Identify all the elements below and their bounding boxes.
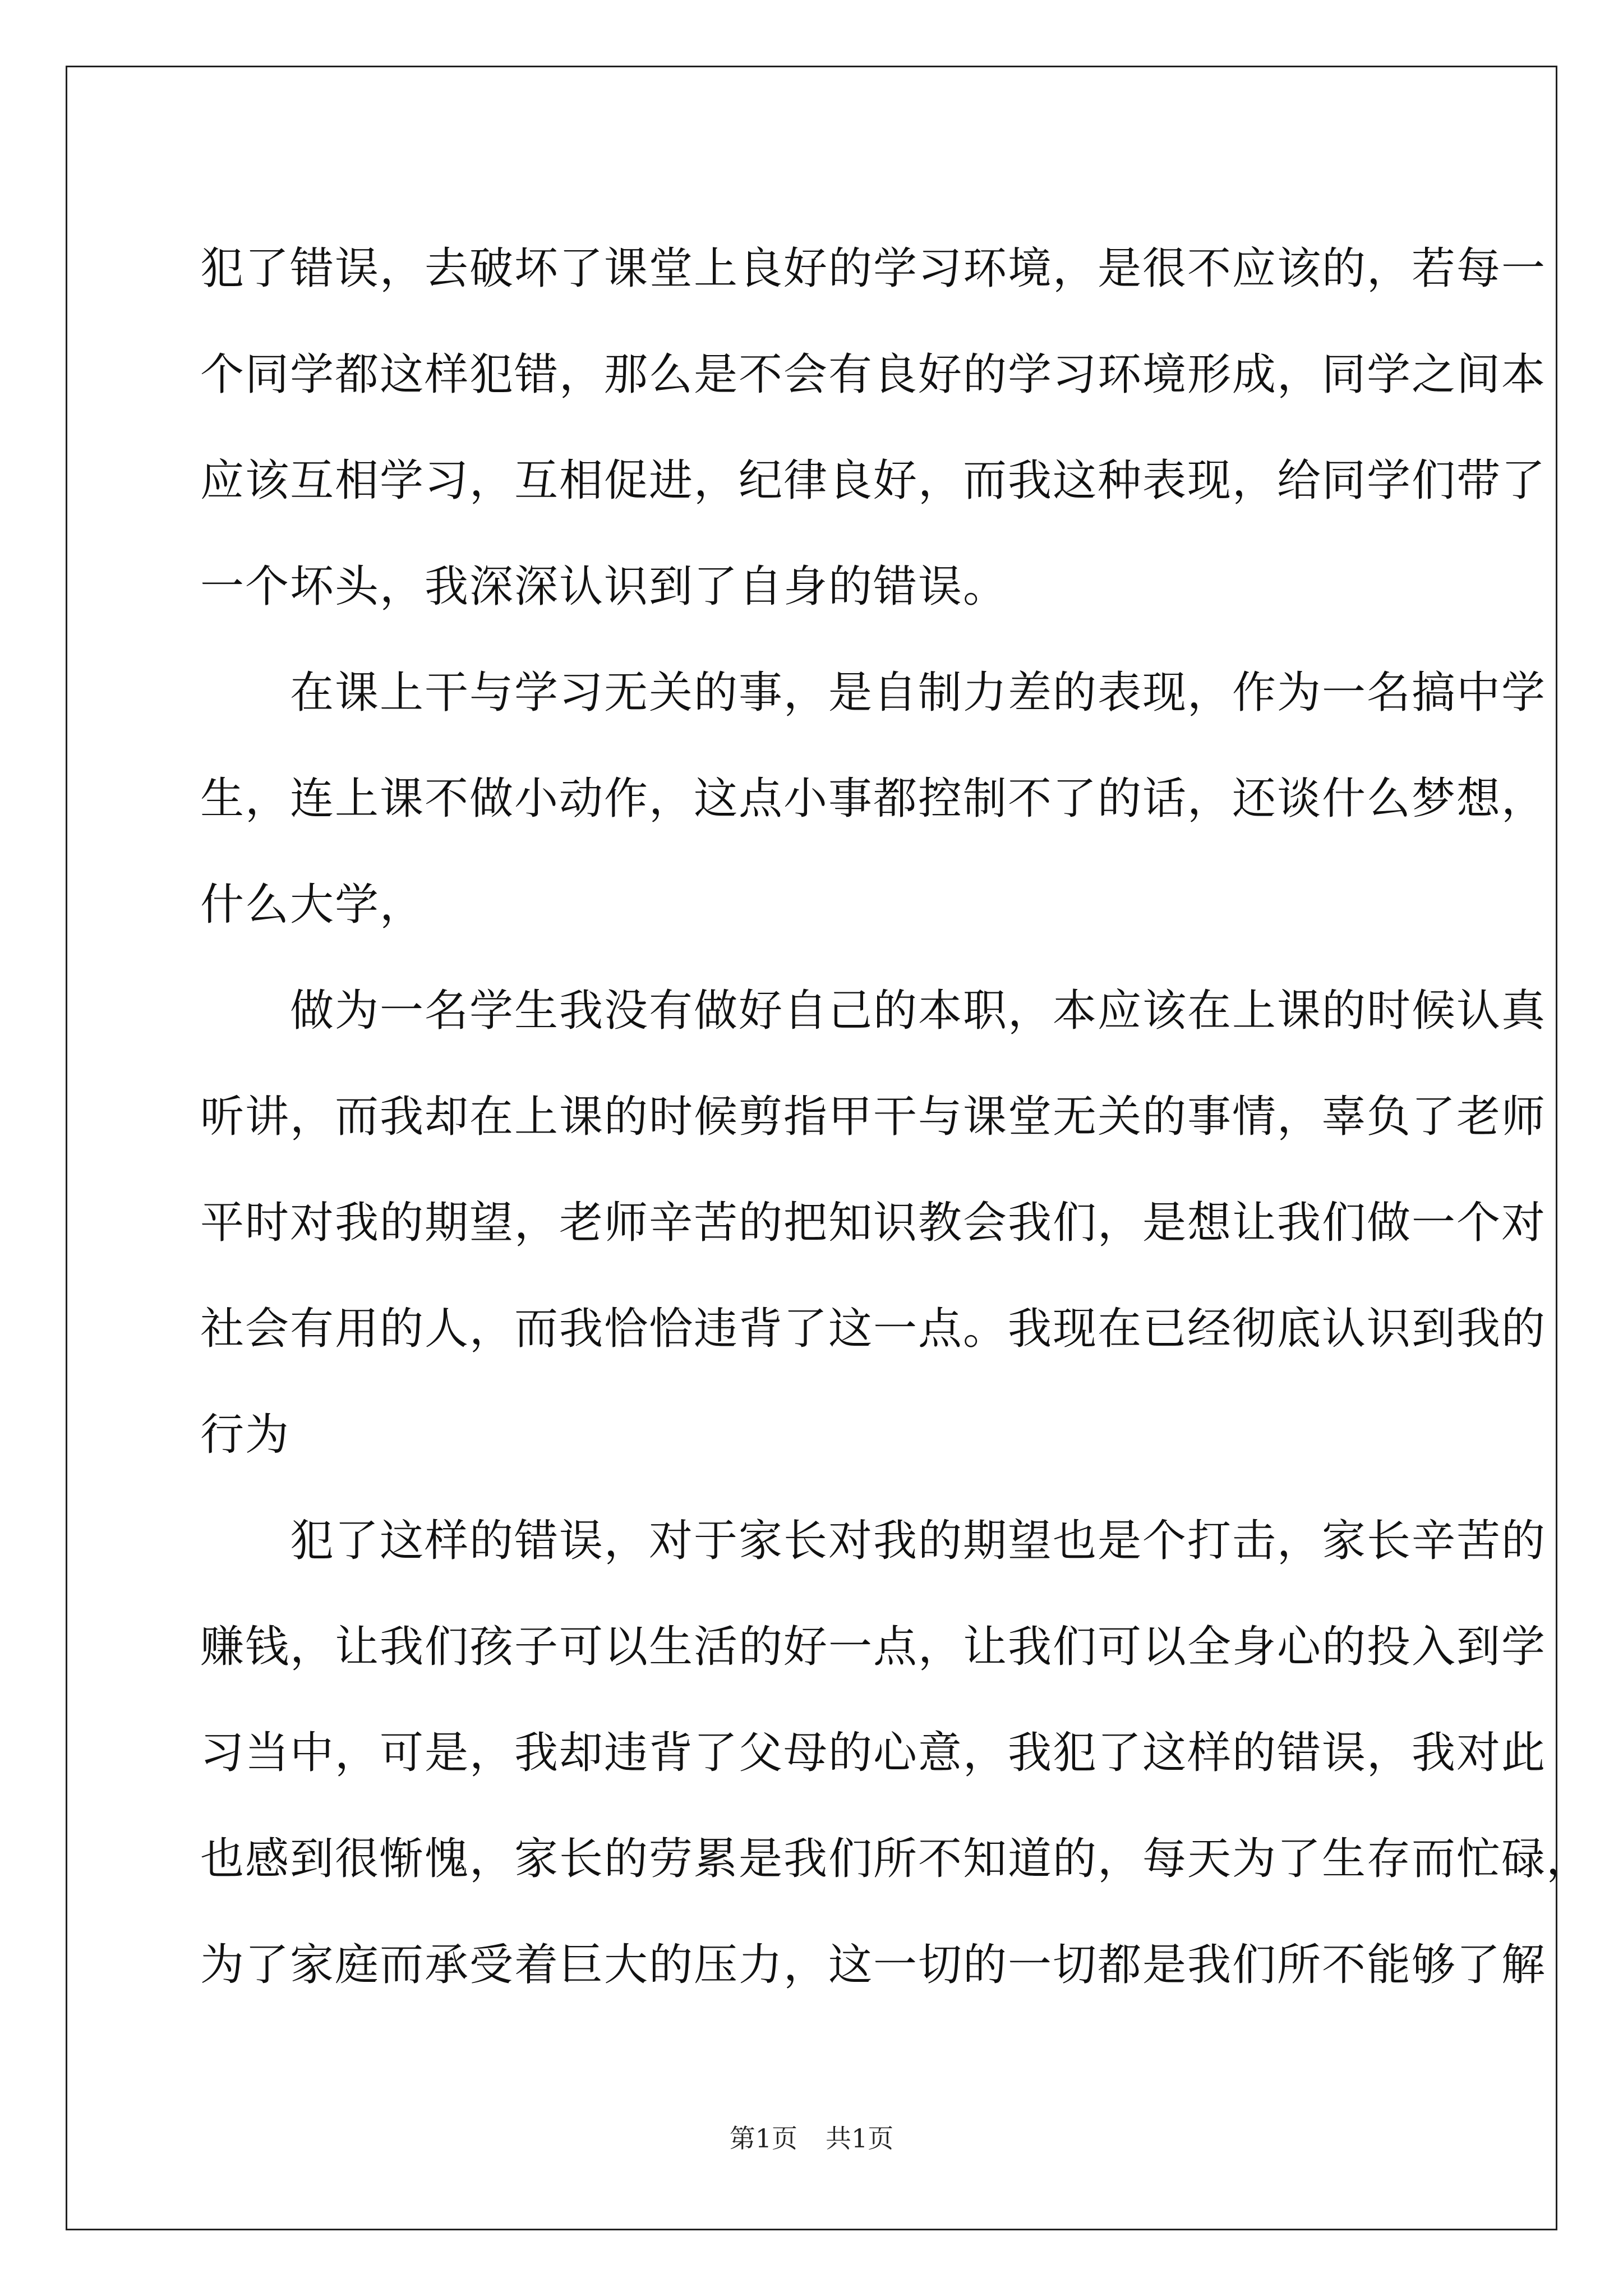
text-line: 个同学都这样犯错，那么是不会有良好的学习环境形成，同学之间本 [200, 349, 1547, 400]
text-line: 听讲，而我却在上课的时候剪指甲干与课堂无关的事情，辜负了老师 [200, 1092, 1547, 1142]
text-line: 在课上干与学习无关的事，是自制力差的表现，作为一名搞中学 [200, 668, 1547, 718]
text-line: 什么大学， [200, 880, 425, 930]
text-line: 也感到很惭愧，家长的劳累是我们所不知道的，每天为了生存而忙碌， [200, 1834, 1592, 1884]
text-line: 生，连上课不做小动作，这点小事都控制不了的话，还谈什么梦想， [200, 774, 1547, 824]
text-line: 做为一名学生我没有做好自己的本职，本应该在上课的时候认真 [200, 986, 1547, 1036]
page-total: 共1页 [826, 2123, 894, 2154]
page-footer [0, 2122, 1623, 2155]
text-line: 赚钱，让我们孩子可以生活的好一点，让我们可以全身心的投入到学 [200, 1622, 1547, 1672]
text-line: 犯了这样的错误，对于家长对我的期望也是个打击，家长辛苦的 [200, 1516, 1547, 1566]
text-line: 犯了错误，去破坏了课堂上良好的学习环境，是很不应该的，若每一 [200, 243, 1547, 294]
text-line: 应该互相学习，互相促进，纪律良好，而我这种表现，给同学们带了 [200, 455, 1547, 506]
text-line: 行为 [200, 1410, 291, 1460]
page-number: 第1页 [729, 2123, 797, 2154]
text-line: 习当中，可是，我却违背了父母的心意，我犯了这样的错误，我对此 [200, 1728, 1547, 1778]
document-body [200, 216, 1592, 2018]
text-line: 社会有用的人，而我恰恰违背了这一点。我现在已经彻底认识到我的 [200, 1304, 1547, 1354]
text-line: 平时对我的期望，老师辛苦的把知识教会我们，是想让我们做一个对 [200, 1198, 1547, 1248]
text-line: 为了家庭而承受着巨大的压力，这一切的一切都是我们所不能够了解 [200, 1940, 1547, 1990]
text-line: 一个坏头，我深深认识到了自身的错误。 [200, 562, 1008, 612]
